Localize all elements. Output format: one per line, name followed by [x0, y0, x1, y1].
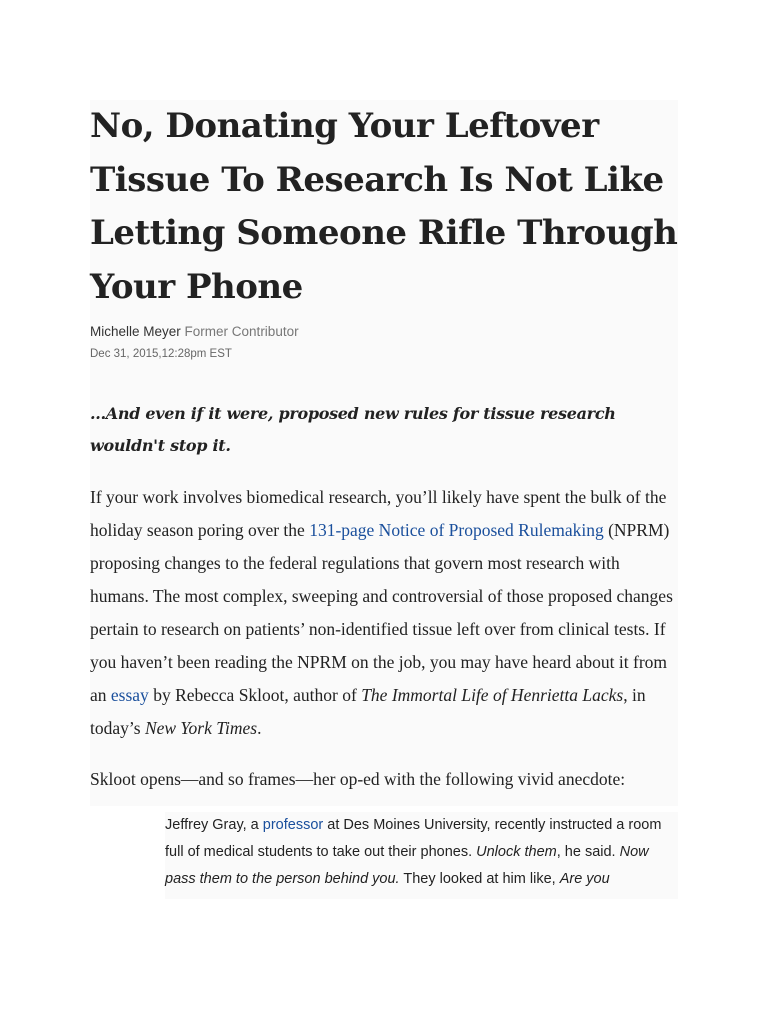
text-span: If your work involves biomedical research, you’ll likely have spent the bulk of the holiday season poring over the	[90, 487, 667, 540]
text-span: , he said.	[556, 844, 620, 860]
text-span: They looked at him like,	[399, 871, 560, 887]
headline: No, Donating Your Leftover Tissue To Research Is Not Like Letting Someone Rifle Through Your Phone	[90, 106, 678, 307]
quote-italic: Are you	[559, 871, 610, 887]
quote-italic: Now pass them to the person behind you.	[165, 844, 649, 887]
body-paragraph	[90, 481, 678, 745]
essay-link[interactable]: essay	[110, 685, 149, 705]
nprm-link[interactable]: 131-page Notice of Proposed Rulemaking	[309, 520, 604, 540]
professor-link[interactable]: professor	[262, 817, 324, 833]
text-span: Jeffrey Gray, a	[165, 817, 263, 833]
text-span: at Des Moines University, recently instructed a room full of medical students to take out their phones.	[165, 817, 662, 860]
blockquote	[165, 812, 678, 899]
text-span: , in today’s	[90, 685, 646, 738]
dek: ...And even if it were, proposed new rules for tissue research wouldn't stop it.	[90, 404, 616, 455]
quote-italic: Unlock them	[476, 844, 557, 860]
author-role: Former Contributor	[184, 324, 299, 339]
book-title: The Immortal Life of Henrietta Lacks	[361, 685, 624, 705]
newspaper-title: New York Times	[144, 718, 258, 738]
body-paragraph: Skloot opens—and so frames—her op-ed with the following vivid anecdote:	[90, 769, 626, 789]
text-span: by Rebecca Skloot, author of	[148, 685, 362, 705]
text-span: .	[257, 718, 262, 738]
byline	[90, 324, 678, 339]
article	[90, 100, 678, 806]
publish-date: Dec 31, 2015,12:28pm EST	[90, 348, 232, 360]
author-name[interactable]: Michelle Meyer	[90, 324, 181, 339]
text-span: (NPRM) proposing changes to the federal regulations that govern most research with humans. The most complex, sweeping and controversial of those proposed changes pertain to research on patients’ non-identified tissue left over from clinical tests. If you haven’t been reading the NPRM on the job, you may have heard about it from an	[90, 520, 673, 705]
